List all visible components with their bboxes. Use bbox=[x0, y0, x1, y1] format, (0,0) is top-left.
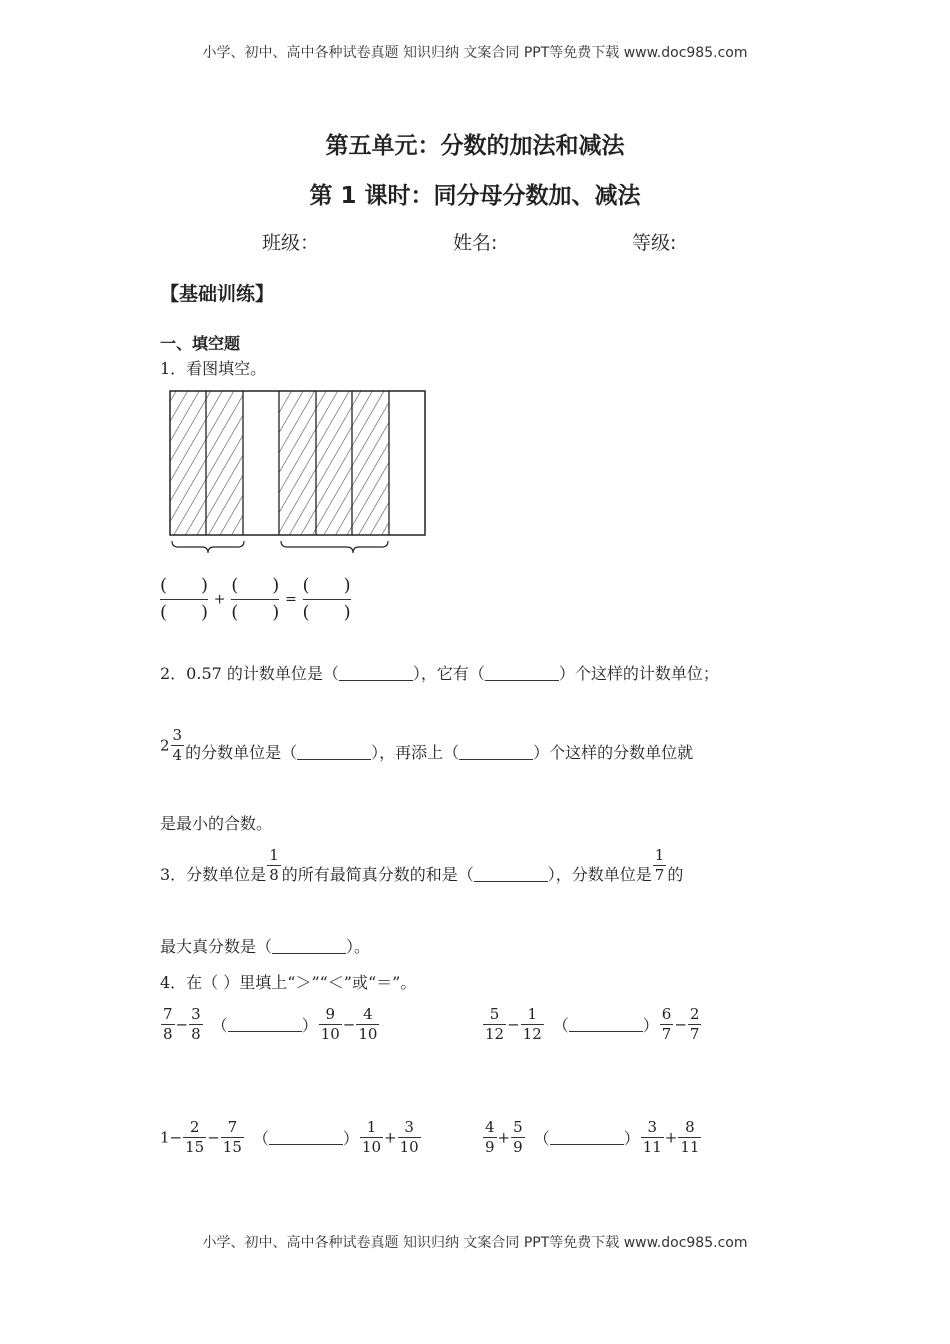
fraction: $\frac{5}{9}$ bbox=[513, 1118, 523, 1156]
shaded-part bbox=[170, 391, 206, 535]
grade-label: 等级: bbox=[632, 232, 677, 254]
page-title: 第五单元：分数的加法和减法 bbox=[325, 133, 625, 159]
operator: − bbox=[342, 1015, 356, 1034]
expression bbox=[160, 1005, 204, 1043]
q2-line1: 2．0.57 的计数单位是（ ），它有（ ）个这样的计数单位； bbox=[160, 664, 719, 683]
fraction: $\frac{3}{10}$ bbox=[399, 1118, 419, 1156]
whole-number: 1 bbox=[160, 1128, 170, 1147]
operator: − bbox=[674, 1015, 687, 1034]
fraction: $\frac{1}{12}$ bbox=[522, 1005, 542, 1043]
name-label: 姓名: bbox=[453, 232, 498, 254]
expression bbox=[482, 1005, 545, 1043]
compare-blank[interactable] bbox=[228, 1017, 302, 1032]
section-heading: 【基础训练】 bbox=[160, 283, 275, 305]
fraction-blank-3[interactable]: ( ) ( ) bbox=[302, 575, 351, 623]
fraction: $\frac{6}{7}$ bbox=[661, 1005, 672, 1043]
expression bbox=[482, 1118, 526, 1156]
fraction: $\frac{5}{12}$ bbox=[485, 1005, 505, 1043]
fraction: $\frac{2}{15}$ bbox=[185, 1118, 205, 1156]
answer-blank[interactable] bbox=[272, 939, 346, 954]
compare-blank[interactable] bbox=[569, 1017, 643, 1032]
q2-line2: 2 $\frac{3}{4}$ 的分数单位是（ ），再添上（ ）个这样的分数单位就 bbox=[160, 726, 694, 764]
expression bbox=[640, 1118, 703, 1156]
q4-item-1: $\frac{7}{8}$ − $\frac{3}{8}$ （ ） $\frac{9}{10}$ − $\frac{4}{10}$ bbox=[160, 1005, 380, 1044]
q2-line3: 是最小的合数。 bbox=[160, 814, 273, 833]
q3-line2: 最大真分数是（ ）。 bbox=[160, 937, 371, 956]
q4-item-2: $\frac{5}{12}$ − $\frac{1}{12}$ （ ） $\frac{6}{7}$ − $\frac{2}{7}$ bbox=[482, 1005, 702, 1044]
answer-blank[interactable] bbox=[459, 745, 533, 760]
fraction: $\frac{2}{7}$ bbox=[689, 1005, 700, 1043]
q4-text: 4．在（ ）里填上“＞”“＜”或“＝”。 bbox=[160, 973, 417, 992]
operator: + bbox=[497, 1128, 511, 1147]
fraction: $\frac{8}{11}$ bbox=[680, 1118, 700, 1156]
fraction: $\frac{3}{8}$ bbox=[191, 1005, 201, 1043]
class-label: 班级： bbox=[262, 232, 320, 254]
expression bbox=[160, 1118, 245, 1156]
shaded-part bbox=[206, 391, 243, 535]
operator: − bbox=[507, 1015, 520, 1034]
fraction: $\frac{7}{8}$ bbox=[163, 1005, 173, 1043]
q4-item-3: 1− $\frac{2}{15}$ − $\frac{7}{15}$ （ ） $\frac{1}{10}$ + $\frac{3}{10}$ bbox=[160, 1118, 422, 1157]
expression bbox=[359, 1118, 422, 1156]
expression bbox=[318, 1005, 381, 1043]
fraction-blank-2[interactable]: ( ) ( ) bbox=[231, 575, 280, 623]
fraction: $\frac{1}{10}$ bbox=[361, 1118, 382, 1156]
page-subtitle: 第 1 课时：同分母分数加、减法 bbox=[309, 183, 641, 209]
answer-blank[interactable] bbox=[485, 666, 559, 681]
left-brace bbox=[172, 541, 244, 553]
fraction: $\frac{4}{9}$ bbox=[485, 1118, 495, 1156]
operator: − bbox=[169, 1128, 183, 1147]
page-footer: 小学、初中、高中各种试卷真题 知识归纳 文案合同 PPT等免费下载 www.doc985.com bbox=[202, 1235, 748, 1251]
q1-equation: ( ) ( ) + ( ) ( ) = ( ) ( ) bbox=[160, 573, 351, 626]
compare-blank[interactable] bbox=[269, 1130, 343, 1145]
q1-text: 1．看图填空。 bbox=[160, 359, 267, 378]
answer-blank[interactable] bbox=[297, 745, 371, 760]
operator: − bbox=[207, 1128, 220, 1147]
fraction-blank-1[interactable]: ( ) ( ) bbox=[160, 575, 209, 623]
operator: + bbox=[384, 1128, 397, 1147]
fraction: $\frac{3}{11}$ bbox=[642, 1118, 662, 1156]
operator: − bbox=[175, 1015, 189, 1034]
answer-blank[interactable] bbox=[339, 666, 413, 681]
expression bbox=[659, 1005, 703, 1043]
shaded-part bbox=[316, 391, 352, 535]
shaded-part bbox=[352, 391, 389, 535]
compare-blank[interactable] bbox=[550, 1130, 624, 1145]
shaded-bar-figure bbox=[166, 388, 428, 556]
mixed-number: 2 $\frac{3}{4}$ bbox=[160, 726, 183, 764]
q3-line1: 3．分数单位是 $\frac{1}{8}$ 的所有最简真分数的和是（ ），分数单位是 $\frac{1}{7}$ 的 bbox=[160, 846, 684, 884]
fraction: $\frac{7}{15}$ bbox=[222, 1118, 242, 1156]
q4-item-4: $\frac{4}{9}$ + $\frac{5}{9}$ （ ） $\frac{3}{11}$ + $\frac{8}{11}$ bbox=[482, 1118, 702, 1157]
answer-blank[interactable] bbox=[474, 867, 548, 882]
fraction: $\frac{9}{10}$ bbox=[320, 1005, 340, 1043]
right-brace bbox=[281, 541, 388, 553]
part-heading: 一、填空题 bbox=[160, 334, 241, 353]
shaded-part bbox=[279, 391, 316, 535]
fraction: $\frac{4}{10}$ bbox=[358, 1005, 378, 1043]
page-header: 小学、初中、高中各种试卷真题 知识归纳 文案合同 PPT等免费下载 www.doc985.com bbox=[202, 45, 748, 61]
operator: + bbox=[664, 1128, 678, 1147]
